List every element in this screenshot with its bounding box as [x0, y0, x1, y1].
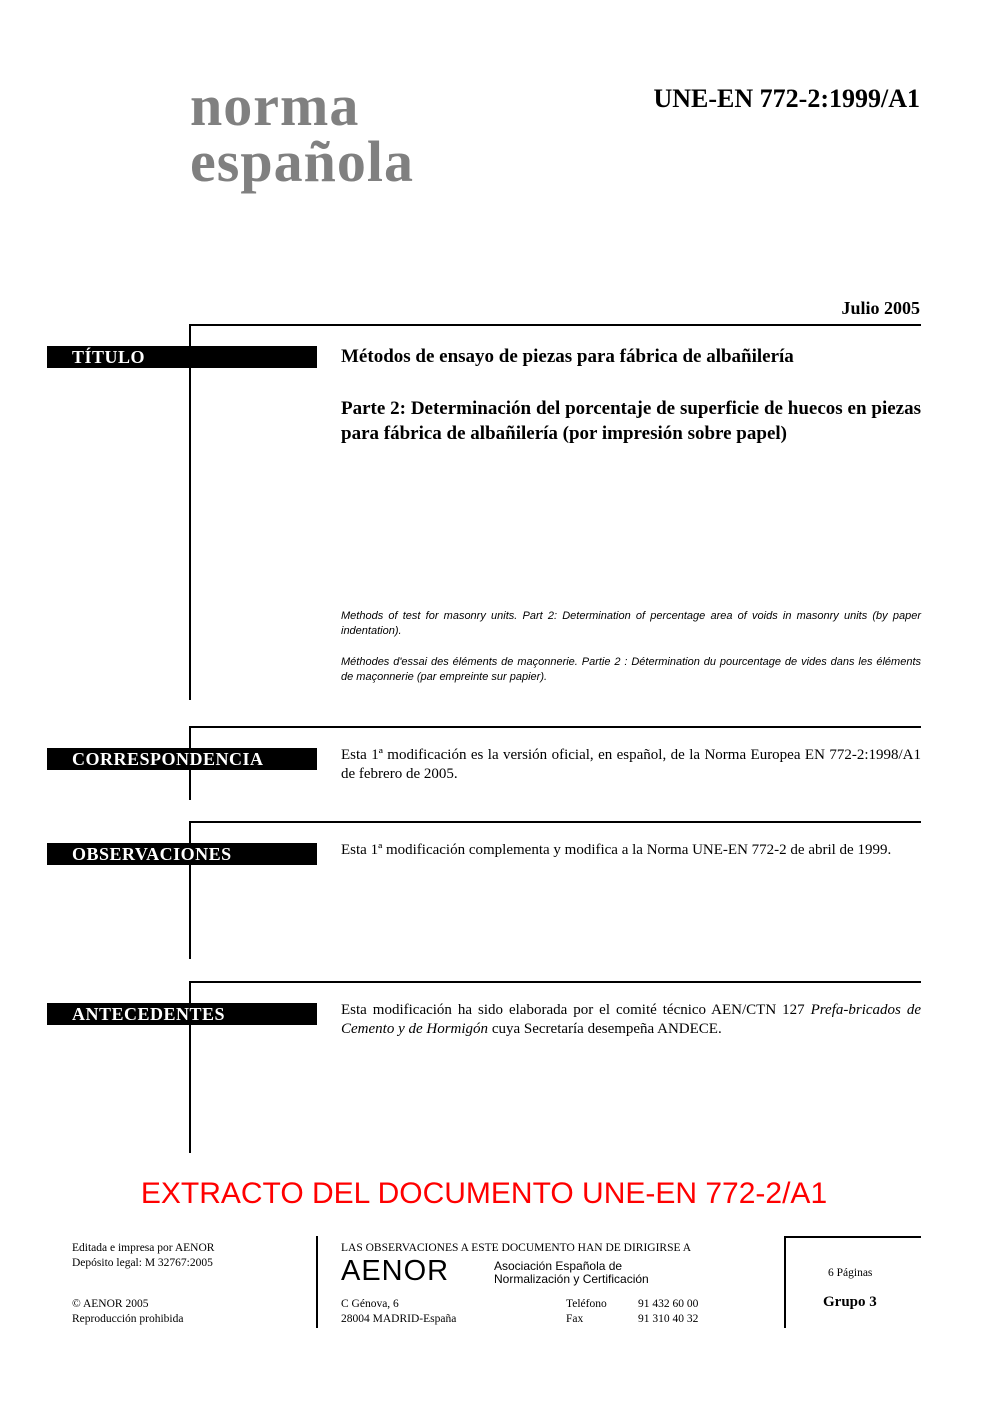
footer-copyright: © AENOR 2005	[72, 1298, 149, 1310]
footer-fax-label: Fax	[566, 1313, 584, 1325]
label-titulo: TÍTULO	[47, 346, 317, 368]
title-english: Methods of test for masonry units. Part 2: Determination of percentage area of voids in masonry units (by paper indentation).	[341, 610, 921, 637]
footer-contact-values	[638, 1297, 698, 1327]
extract-banner: EXTRACTO DEL DOCUMENTO UNE-EN 772-2/A1	[140, 1177, 828, 1210]
footer-phone: 91 432 60 00	[638, 1298, 699, 1310]
footer-phone-label: Teléfono	[566, 1298, 607, 1310]
brand-line-1: norma	[190, 73, 360, 138]
label-antecedentes: ANTECEDENTES	[47, 1003, 317, 1025]
footer-box-left-rule	[784, 1236, 786, 1328]
footer-address	[341, 1297, 456, 1327]
antecedentes-top-rule	[189, 981, 921, 983]
observaciones-text: Esta 1ª modificación complementa y modifica a la Norma UNE-EN 772-2 de abril de 1999.	[341, 842, 892, 858]
footer-observations-note: LAS OBSERVACIONES A ESTE DOCUMENTO HAN DE DIRIGIRSE A	[341, 1242, 692, 1254]
label-correspondencia: CORRESPONDENCIA	[47, 748, 317, 770]
observaciones-left-rule	[189, 821, 191, 959]
label-observaciones: OBSERVACIONES	[47, 843, 317, 865]
aenor-sub-2: Normalización y Certificación	[494, 1272, 649, 1286]
antecedentes-text	[341, 1001, 921, 1039]
titulo-top-rule	[189, 324, 921, 326]
footer-contact-labels	[566, 1297, 607, 1327]
footer-box-top-rule	[784, 1236, 921, 1238]
title-main: Métodos de ensayo de piezas para fábrica de albañilería	[341, 346, 794, 367]
aenor-logo: AENOR	[341, 1255, 450, 1287]
aenor-full-name	[494, 1260, 649, 1286]
antecedentes-committee: Prefa-bricados de Cemento y de Hormigón	[341, 1002, 921, 1037]
correspondencia-top-rule	[189, 726, 921, 728]
footer-fax: 91 310 40 32	[638, 1313, 699, 1325]
footer-edited: Editada e impresa por AENOR	[72, 1242, 215, 1254]
footer-deposit: Depósito legal: M 32767:2005	[72, 1257, 213, 1269]
aenor-sub-1: Asociación Española de	[494, 1259, 623, 1273]
observaciones-top-rule	[189, 821, 921, 823]
footer-edition	[72, 1241, 214, 1271]
footer-group: Grupo 3	[823, 1294, 877, 1310]
antecedentes-text-before: Esta modificación ha sido elaborada por el comité técnico AEN/CTN 127	[341, 1002, 811, 1018]
footer-address-1: C Génova, 6	[341, 1298, 399, 1310]
antecedentes-text-after: cuya Secretaría desempeña ANDECE.	[488, 1021, 722, 1037]
footer-rights	[72, 1297, 183, 1327]
footer-address-2: 28004 MADRID-España	[341, 1313, 457, 1325]
correspondencia-text: Esta 1ª modificación es la versión oficial, en español, de la Norma Europea EN 772-2:1998/A1 de febrero de 2005.	[341, 747, 921, 782]
publication-date: Julio 2005	[841, 298, 920, 318]
footer-pages: 6 Páginas	[828, 1267, 873, 1279]
title-french: Méthodes d'essai des éléments de maçonnerie. Partie 2 : Détermination du pourcentage de vides dans les éléments de maçonnerie (par empreinte sur papier).	[341, 656, 921, 683]
brand-title	[190, 73, 414, 194]
brand-line-2: española	[190, 129, 414, 194]
standard-code: UNE-EN 772-2:1999/A1	[653, 84, 920, 113]
footer-reproduction: Reproducción prohibida	[72, 1313, 184, 1325]
footer-divider-left	[316, 1236, 318, 1328]
titulo-left-rule	[189, 324, 191, 700]
title-sub: Parte 2: Determinación del porcentaje de superficie de huecos en piezas para fábrica de albañilería (por impresión sobre papel)	[341, 398, 921, 444]
